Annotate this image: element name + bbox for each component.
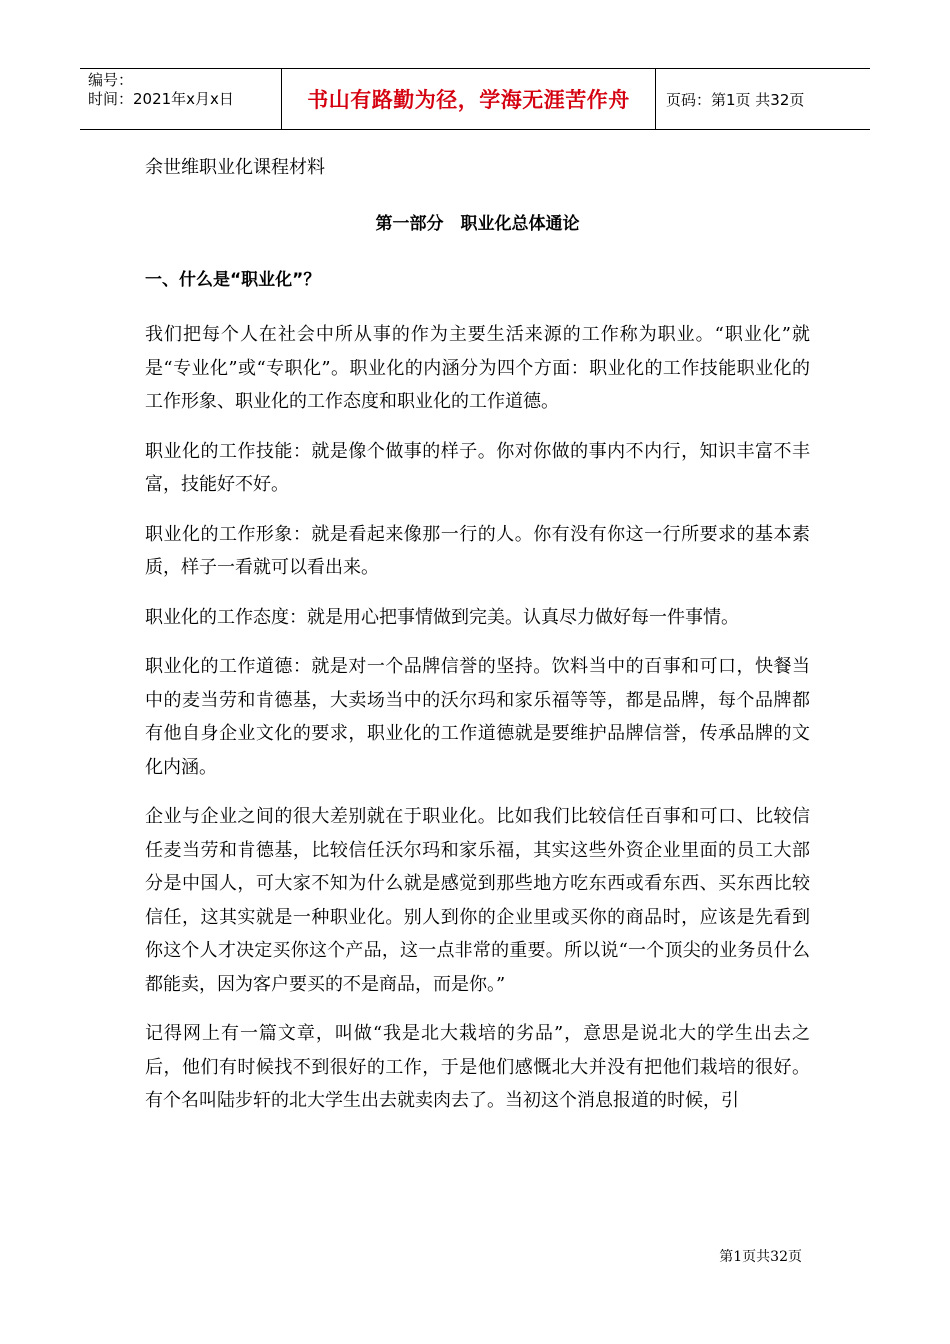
paragraph: 记得网上有一篇文章，叫做“我是北大栽培的劣品”，意思是说北大的学生出去之后，他们有时候找不到很好的工作，于是他们感慨北大并没有把他们栽培的很好。有个名叫陆步轩的北大学生出去就卖肉去了。当初这个消息报道的时候，引 [145,1023,810,1111]
document-body [145,150,810,1134]
paragraph: 企业与企业之间的很大差别就在于职业化。比如我们比较信任百事和可口、比较信任麦当劳和肯德基，比较信任沃尔玛和家乐福，其实这些外资企业里面的员工大部分是中国人，可大家不知为什么就是感觉到那些地方吃东西或看东西、买东西比较信任，这其实就是一种职业化。别人到你的企业里或买你的商品时，应该是先看到你这个人才决定买你这个产品，这一点非常的重要。所以说“一个顶尖的业务员什么都能卖，因为客户要买的不是商品，而是你。” [145,806,810,995]
paragraph: 职业化的工作技能：就是像个做事的样子。你对你做的事内不内行，知识丰富不丰富，技能好不好。 [145,440,810,495]
serial-number-label: 编号： [88,71,134,89]
paragraph: 职业化的工作态度：就是用心把事情做到完美。认真尽力做好每一件事情。 [145,606,739,628]
header-meta [80,69,282,129]
part-title: 第一部分 职业化总体通论 [375,214,580,234]
section-title: 一、什么是“职业化”？ [145,270,321,290]
page-header [80,68,870,130]
paragraph: 职业化的工作道德：就是对一个品牌信誉的坚持。饮料当中的百事和可口，快餐当中的麦当劳和肯德基，大卖场当中的沃尔玛和家乐福等等，都是品牌，每个品牌都有他自身企业文化的要求，职业化的工作道德就是要维护品牌信誉，传承品牌的文化内涵。 [145,656,810,778]
time-label: 时间：2021年x月x日 [88,90,234,108]
paragraph: 我们把每个人在社会中所从事的作为主要生活来源的工作称为职业。“职业化”就是“专业化”或“专职化”。职业化的内涵分为四个方面：职业化的工作技能职业化的工作形象、职业化的工作态度和职业化的工作道德。 [145,324,810,412]
header-page-info: 页码：第1页 共32页 [666,90,805,109]
paragraph: 职业化的工作形象：就是看起来像那一行的人。你有没有你这一行所要求的基本素质，样子一看就可以看出来。 [145,523,810,578]
header-motto: 书山有路勤为径，学海无涯苦作舟 [282,69,656,129]
page-footer-number: 第1页共32页 [719,1249,802,1265]
document-subtitle: 余世维职业化课程材料 [145,157,325,178]
